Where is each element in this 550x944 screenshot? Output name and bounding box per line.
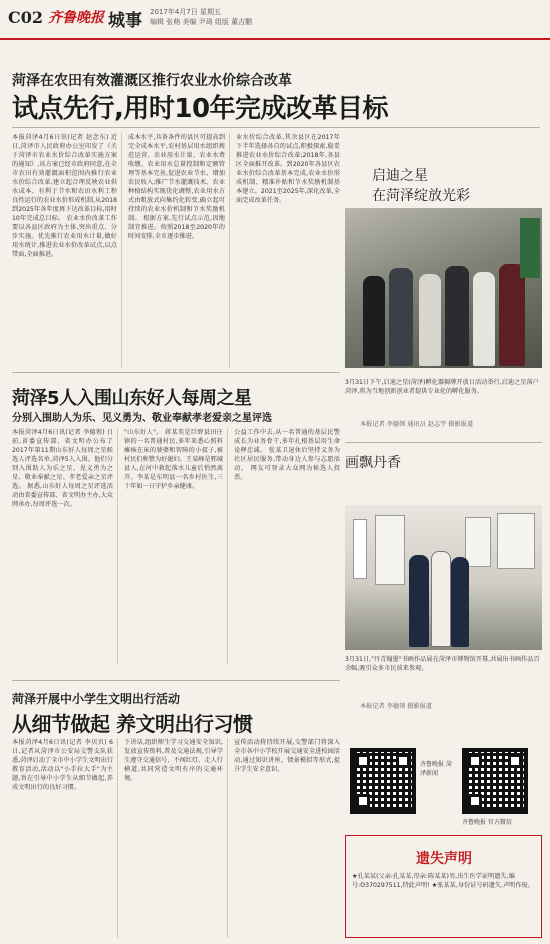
art-photo-caption: 3月31日,"丹青翰墨"书画作品展在菏泽市博物馆开幕,共展出书画作品百余幅,吸引众多市民前来参观。 [345, 656, 540, 672]
lost-notice-text: ★孔某某(父亲:孔某某,母亲:陈某某)男,出生医学证明遗失,编号:O370297511,特此声明! ★张某某,身份证号码遗失,声明作废。 [352, 873, 535, 889]
story1-column-3: 业水价综合改革,其余县区在2017年下半年选择各自的试点,积极探索,稳妥推进农业水价综合改革;2018年,各县区全面推开改革。到2020年各县区农业水价综合改革基本完成,农业水价形成机制、精准补贴和节水奖励机制基本建立。2021至2025年,深化改革,全面完成改革任务。 [236, 134, 340, 204]
story1-headline[interactable]: 试点先行,用时10年完成改革目标 [12, 94, 389, 124]
qr-code-wechat[interactable] [462, 748, 528, 814]
edition-credits: 编辑 张萌 美编 尹琦 组版 董吉鹏 [150, 18, 253, 26]
story3-headline[interactable]: 从细节做起 养文明出行习惯 [12, 712, 253, 736]
edition-meta [150, 7, 252, 27]
art-exhibition-photo[interactable] [345, 505, 542, 650]
lost-notice-title: 遗失声明 [416, 851, 472, 867]
qr-code-news[interactable] [350, 748, 416, 814]
divider [12, 127, 540, 128]
story1-column-1: 本报菏泽4月6日讯(记者 赵念东) 近日,菏泽市人民政府办公室印发了《关于菏泽市农业水价综合改革实施方案的通知》,该方案已经市政府同意,在全市农田有效灌溉面积范围内推行农业水价综合改革,建立起合理反映农业供水成本、有利于节水和农田水利工程良性运行的农业水价形成机制,从2018到2025年各年度再下达改革目标,用时10年完成总目标。 农业水价改革工作要以各县区政府为主体,突出重点、分步实施。优先推行农业用水计量,做好用水统计,推进农业水价改革试点,以点带面,全面推进。 [12, 133, 122, 368]
qr-wechat-label: 齐鲁晚报 官方微信 [462, 819, 512, 826]
side-photo-title-2: 在菏泽绽放光彩 [372, 188, 470, 204]
section-title: 城事 [108, 11, 142, 31]
startup-photo-byline: 本报记者 李德领 通讯员 赵志宇 摄影报道 [360, 421, 474, 428]
startup-photo-caption: 3月31日下午,启迪之星(菏泽)孵化器揭牌开放日活动举行,启迪之星落户菏泽,将为当地创新创业者提供专业化的孵化服务。 [345, 379, 539, 395]
startup-event-photo[interactable] [345, 208, 542, 368]
story2-column-1: 本报菏泽4月6日讯(记者 李德领) 日前,省委宣传部、省文明办公布了2017年第11期山东好人每周之星候选人评选名单,菏泽5人入围。他们分别入围助人为乐之星、见义勇为之星、敬业奉献之星、孝老爱亲之星评选。 据悉,山东好人每周之星评选活动由省委宣传部、省文明办主办,大众网承办,每周评选一次。 [12, 428, 118, 664]
side-photo-title-1: 启迪之星 [372, 168, 428, 184]
side-art-title: 画飘丹香 [345, 455, 401, 471]
divider [12, 680, 340, 681]
story3-column-2: 下讲话,组织师生学习交通安全知识,发放宣传资料,普及交通法规,引导学生遵守交通信号、不闯红灯、走人行横道,共同营造文明有序的交通环境。 [124, 738, 228, 938]
edition-date: 2017年4月7日 星期五 [150, 8, 221, 16]
story2-column-3: 公益工作中去,从一名普通的基层民警成长为业务骨干,多年扎根基层用生命诠释忠诚。 张某卫退休后坚持义务为社区居民服务,带动身边人参与志愿活动。 网友可登录大众网为候选人投票。 [234, 429, 340, 481]
qr-news-label: 齐鲁晚报 菏泽新闻 [420, 761, 452, 777]
paper-logo[interactable]: 齐鲁晚报 [48, 10, 104, 26]
story2-column-2: "山东好人"。 蒋某英是巨野县田庄镇的一名普通村民,多年来悉心照料瘫痪在床的婆婆和智障的小叔子,被村民们称赞为好媳妇。王某峰是郓城县人,在河中救起落水儿童后悄然离开。李某是东明县一名乡村医生,三十年如一日守护乡亲健康。 [124, 428, 228, 664]
story3-column-1: 本报菏泽4月6日讯(记者 李贝贝) 6日,记者从菏泽市公安局交警支队获悉,菏泽启动了全市中小学生文明出行教育活动,活动以"小手拉大手"为主题,旨在引导中小学生从细节做起,养成文明出行的良好习惯。 [12, 738, 118, 938]
story2-subhead: 分别入围助人为乐、见义勇为、敬业奉献孝老爱亲之星评选 [12, 413, 272, 424]
story2-kicker[interactable]: 菏泽5人入围山东好人每周之星 [12, 388, 252, 409]
divider [345, 442, 542, 443]
story1-column-2: 成本水平,具备条件的县区可提高到完全成本水平,农村基层用水组织规范运营。农业用水计量、农业水费收缴、农业用水总量控制和定额管理等基本完善,促进农业节水、增加农民收入;推广节水灌溉技术、农业种植结构实现优化调整,农业用水方式由粗放式向集约化转变,确立起可持续的农业水价机制和节水奖励机制。 根据方案,先行试点示范,因地制宜推进。按照2018至2020年的时间安排,全市逐步推进。 [128, 133, 230, 368]
page-number: C02 [8, 8, 43, 27]
story3-kicker: 菏泽开展中小学生文明出行活动 [12, 692, 181, 706]
lost-notice-box [345, 835, 542, 938]
masthead [0, 0, 550, 40]
story3-column-3: 宣传活动将持续开展,交警部门将深入全市各中小学校开展交通安全进校园活动,通过知识讲座、情景模拟等形式,提升学生安全意识。 [234, 739, 340, 773]
art-photo-byline: 本报记者 李德领 摄影报道 [360, 703, 432, 710]
story1-kicker: 菏泽在农田有效灌溉区推行农业水价综合改革 [12, 73, 292, 89]
divider [12, 372, 340, 373]
